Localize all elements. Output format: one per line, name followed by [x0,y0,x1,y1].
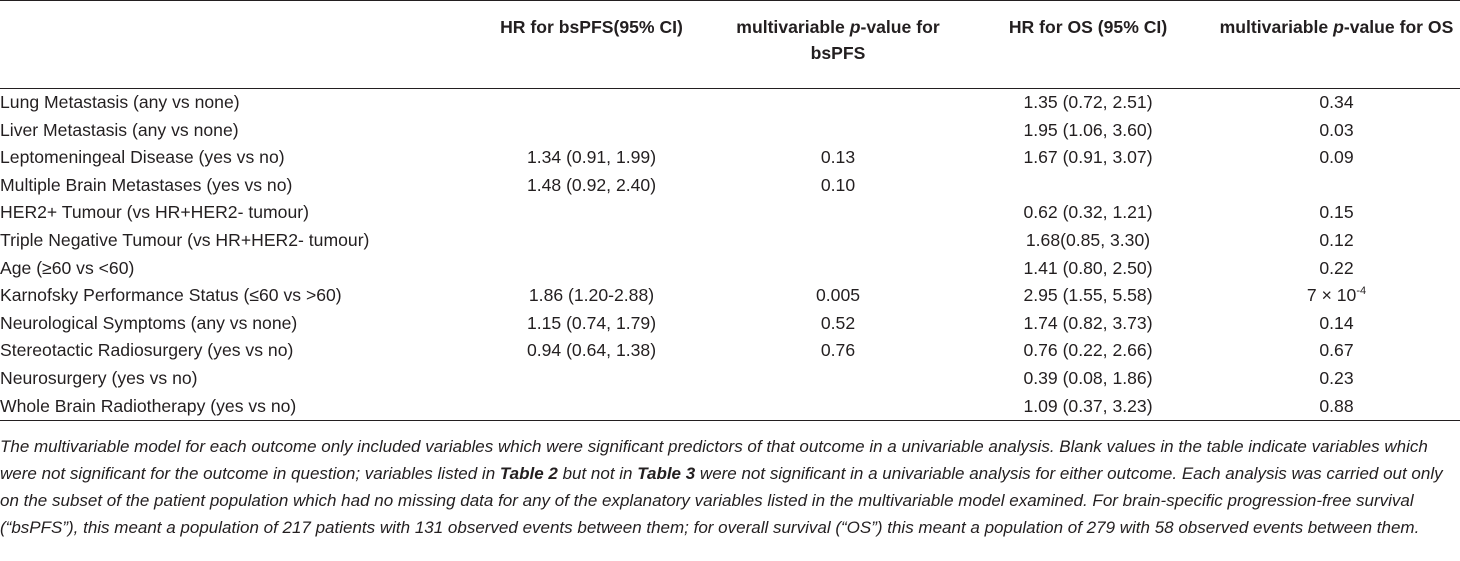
cell-p-os [1213,172,1460,200]
cell-p-os: 0.34 [1319,92,1354,112]
table-body [0,89,1460,421]
header-variable [0,1,470,89]
cell-p-os: 0.15 [1319,202,1354,223]
cell-p-os [1213,282,1460,310]
cell-variable: Multiple Brain Metastases (yes vs no) [0,174,293,195]
cell-p-bspfs [713,255,963,283]
cell-p-bspfs: 0.10 [820,174,856,195]
cell-variable: HER2+ Tumour (vs HR+HER2- tumour) [0,202,309,223]
cell-hr-bspfs: 1.15 (0.74, 1.79) [526,312,657,333]
table-row [0,282,1460,310]
cell-variable: Liver Metastasis (any vs none) [0,119,239,140]
table-row [0,310,1460,338]
cell-hr-bspfs: 1.86 (1.20-2.88) [528,285,655,306]
table-row [0,255,1460,283]
cell-hr-bspfs [470,199,713,227]
cell-hr-os: 1.67 (0.91, 3.07) [1023,147,1153,168]
cell-p-bspfs [713,199,963,227]
cell-hr-bspfs [470,89,713,117]
cell-hr-os: 1.09 (0.37, 3.23) [963,393,1213,421]
table-row [0,117,1460,145]
footnote-text-3: were not significant in a univariable analysis for either outcome. Each analysis was carried out only on the subset of the patient population which had no missing data for any of the explanatory variables listed in the multivariable model examined. For brain-specific progression-free survival (“bsPFS”), this meant a population of 217 patients with 131 observed events between them; for overall survival (“OS”) this meant a population of 279 with 58 observed events between them. [0,464,1443,537]
cell-p-os: 0.23 [1319,367,1354,388]
cell-p-bspfs [713,117,963,145]
cell-hr-os: 0.39 (0.08, 1.86) [1023,367,1153,388]
header-row [0,1,1460,89]
header-p-os [1213,1,1460,89]
cell-hr-bspfs: 0.94 (0.64, 1.38) [526,340,657,361]
header-hr-bspfs-text: HR for bsPFS(95% CI) [500,17,683,37]
header-p-bspfs [713,1,963,89]
cell-hr-os: 1.68(0.85, 3.30) [1025,229,1151,250]
cell-p-os: 0.22 [1319,257,1354,278]
cell-variable: Whole Brain Radiotherapy (yes vs no) [0,393,470,421]
cell-p-bspfs: 0.52 [820,312,856,333]
cell-variable: Lung Metastasis (any vs none) [0,92,240,112]
cell-hr-bspfs: 1.34 (0.91, 1.99) [526,147,657,168]
cell-variable: Age (≥60 vs <60) [0,257,135,278]
table-row [0,337,1460,365]
cell-p-os: 0.67 [1319,340,1354,361]
cell-p-bspfs [713,365,963,393]
header-p-bspfs-post: -value for bsPFS [810,17,940,63]
table-row [0,144,1460,172]
cell-p-bspfs [713,89,963,117]
cell-hr-os: 1.95 (1.06, 3.60) [1023,119,1153,140]
cell-p-bspfs [713,227,963,255]
cell-hr-os: 1.41 (0.80, 2.50) [1023,257,1153,278]
cell-hr-bspfs [470,255,713,283]
header-p-bspfs-italic: p [849,17,861,37]
cell-hr-os: 2.95 (1.55, 5.58) [1023,285,1153,306]
cell-hr-bspfs [470,393,713,421]
header-hr-bspfs [470,1,713,89]
cell-p-os-exponent: -4 [1356,285,1367,298]
cell-p-os: 0.09 [1319,147,1354,168]
cell-hr-os: 1.35 (0.72, 2.51) [1023,92,1153,112]
table-row [0,172,1460,200]
cell-p-os: 0.88 [1213,393,1460,421]
cell-hr-os: 0.76 (0.22, 2.66) [1023,340,1153,361]
footnote-table-ref-1: Table 2 [499,464,558,483]
cell-variable: Neurosurgery (yes vs no) [0,367,198,388]
header-hr-os [963,1,1213,89]
cell-p-os-base: 7 × 10 [1306,285,1357,306]
cell-variable: Neurological Symptoms (any vs none) [0,312,298,333]
cell-p-os: 0.03 [1319,119,1354,140]
cell-hr-os: 1.74 (0.82, 3.73) [1023,312,1153,333]
table-row [0,393,1460,421]
cell-variable: Karnofsky Performance Status (≤60 vs >60) [0,285,342,306]
cell-p-bspfs: 0.13 [820,147,856,168]
footnote-text-1: The multivariable model for each outcome only included variables which were significant predictors of that outcome in a univariable analysis. Blank values in the table indicate variables which were not significant for the outcome in question; variables listed in [0,437,1428,483]
cell-variable: Leptomeningeal Disease (yes vs no) [0,147,285,168]
table-row [0,89,1460,117]
cell-p-bspfs: 0.76 [820,340,856,361]
header-hr-os-text: HR for OS (95% CI) [1008,17,1168,37]
cell-hr-os [963,172,1213,200]
table-header [0,1,1460,89]
cell-p-bspfs [713,393,963,421]
cell-p-os: 0.12 [1319,229,1354,250]
table-row [0,365,1460,393]
header-p-bspfs-pre: multivariable [736,17,850,37]
cell-p-os: 0.14 [1319,312,1354,333]
cell-hr-os: 0.62 (0.32, 1.21) [1023,202,1153,223]
table-footnote [0,433,1452,541]
cell-variable: Triple Negative Tumour (vs HR+HER2- tumour) [0,229,370,250]
header-p-os-pre: multivariable [1219,17,1334,37]
footnote-table-ref-2: Table 3 [637,464,696,483]
cell-hr-bspfs: 1.48 (0.92, 2.40) [526,174,657,195]
footnote-text-2: but not in [557,464,638,483]
cell-hr-bspfs [470,227,713,255]
table-row [0,199,1460,227]
header-p-os-italic: p [1333,17,1344,37]
cell-variable: Stereotactic Radiosurgery (yes vs no) [0,340,294,361]
cell-hr-bspfs [470,365,713,393]
header-p-os-post: -value for OS [1343,17,1454,37]
cell-p-bspfs: 0.005 [815,285,861,306]
table-row [0,227,1460,255]
cell-hr-bspfs [470,117,713,145]
